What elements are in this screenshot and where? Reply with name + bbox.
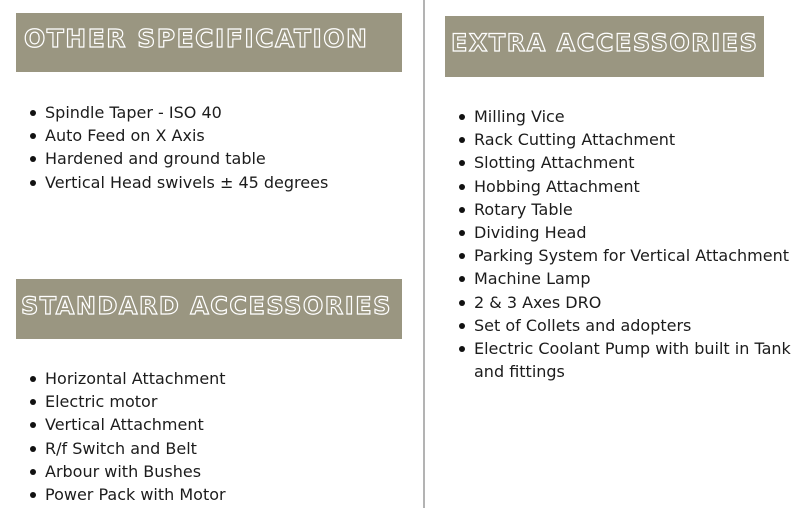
list-item: Rack Cutting Attachment <box>445 128 800 151</box>
list-item: Hobbing Attachment <box>445 175 800 198</box>
list-item: Electric Coolant Pump with built in Tank and fittings <box>445 337 800 383</box>
list-item: R/f Switch and Belt <box>16 437 416 460</box>
list-item: Vertical Attachment <box>16 413 416 436</box>
list-item: Milling Vice <box>445 105 800 128</box>
extra-accessories-heading: EXTRA ACCESSORIES <box>451 29 759 57</box>
list-item: Arbour with Bushes <box>16 460 416 483</box>
list-item: Horizontal Attachment <box>16 367 416 390</box>
extra-accessories-banner <box>445 16 764 77</box>
list-item: 2 & 3 Axes DRO <box>445 291 800 314</box>
list-item: Set of Collets and adopters <box>445 314 800 337</box>
list-item: Parking System for Vertical Attachment <box>445 244 800 267</box>
other-specification-heading: OTHER SPECIFICATION <box>24 24 369 53</box>
standard-accessories-heading: STANDARD ACCESSORIES <box>21 292 392 320</box>
list-item: Spindle Taper - ISO 40 <box>16 101 416 124</box>
column-divider <box>423 0 425 508</box>
list-item: Hardened and ground table <box>16 147 416 170</box>
other-specification-list <box>16 101 416 194</box>
other-specification-banner <box>16 13 402 72</box>
list-item: Power Pack with Motor <box>16 483 416 506</box>
list-item: Machine Lamp <box>445 267 800 290</box>
list-item: Slotting Attachment <box>445 151 800 174</box>
list-item: Vertical Head swivels ± 45 degrees <box>16 171 416 194</box>
list-item: Electric motor <box>16 390 416 413</box>
list-item: Rotary Table <box>445 198 800 221</box>
standard-accessories-banner <box>16 279 402 339</box>
list-item: Dividing Head <box>445 221 800 244</box>
standard-accessories-list <box>16 367 416 506</box>
extra-accessories-list <box>445 105 800 383</box>
list-item: Auto Feed on X Axis <box>16 124 416 147</box>
